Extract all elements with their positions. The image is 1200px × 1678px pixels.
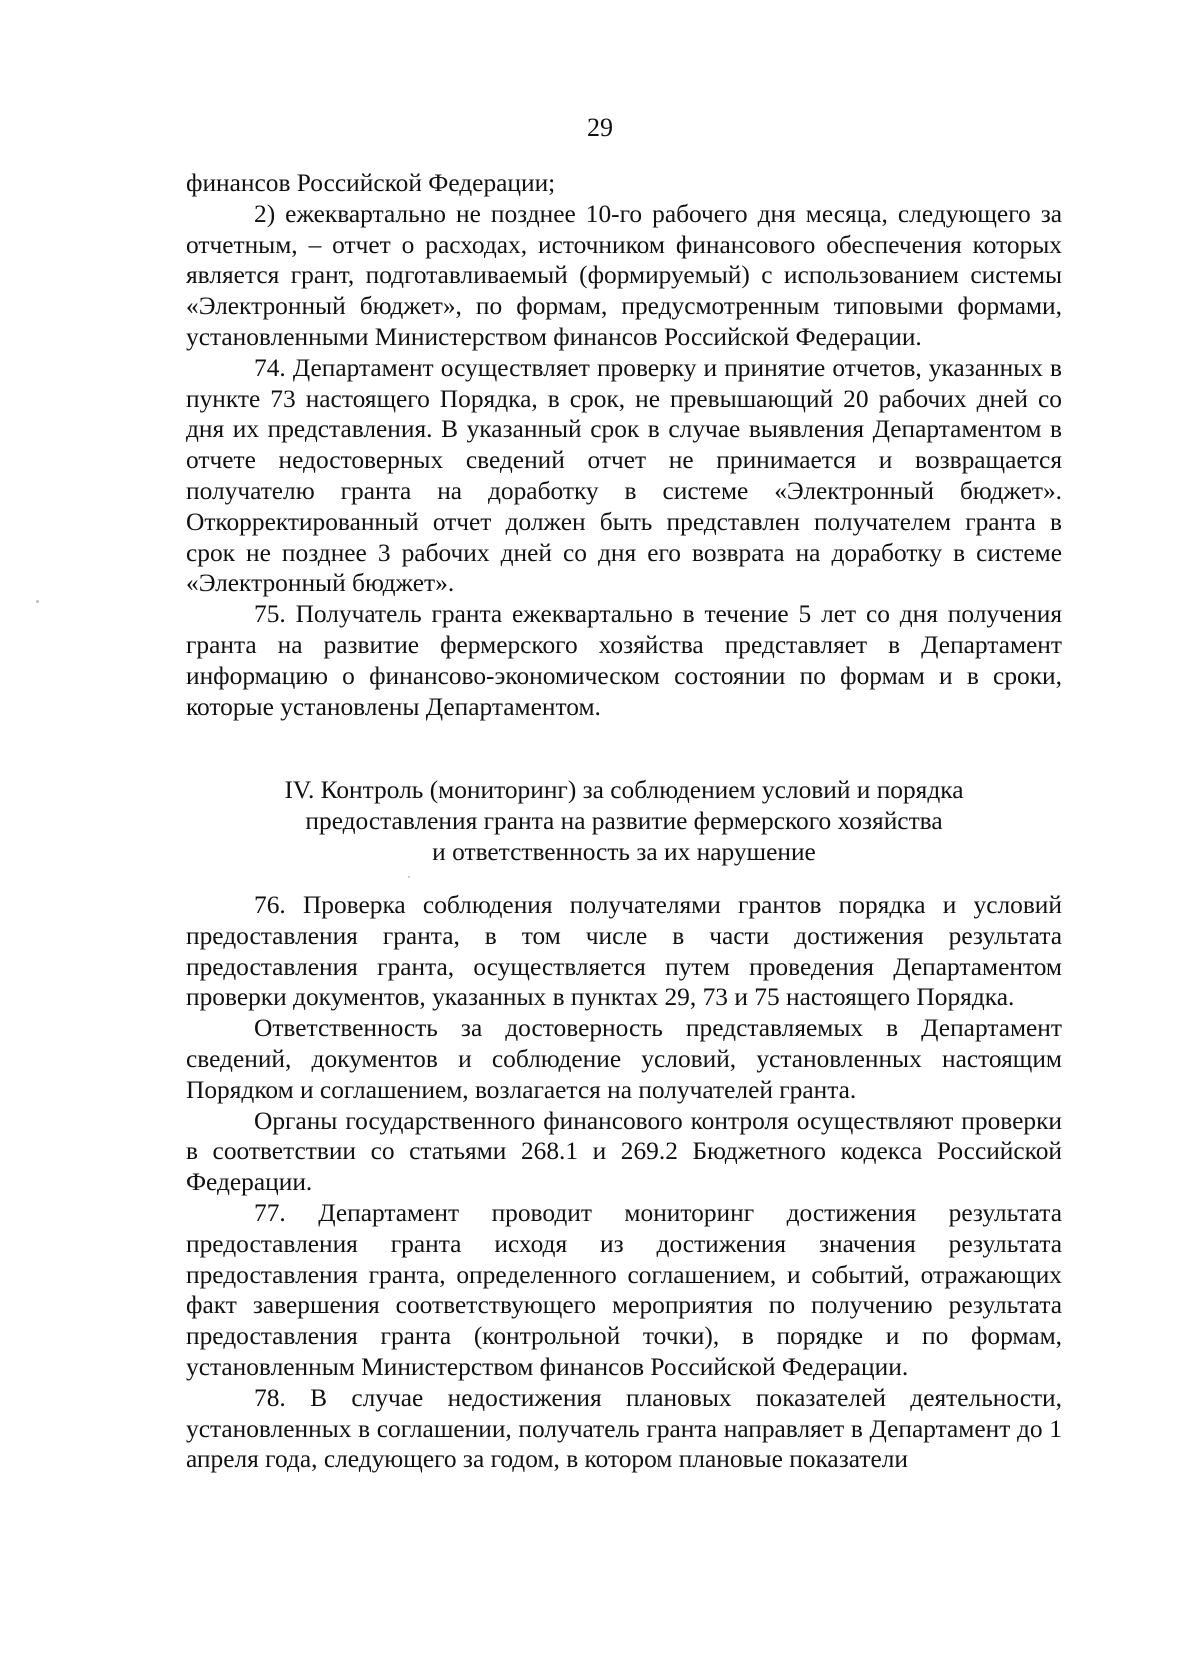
section-heading-line-3: и ответственность за их нарушение <box>432 837 816 866</box>
body-text-before-heading <box>186 168 1062 722</box>
paragraph-item-2: 2) ежеквартально не позднее 10-го рабочего дня месяца, следующего за отчетным, – отчет о расходах, источником финансового обеспечения которых является грант, подготавливаемый (формируемый) с использованием системы «Электронный бюджет», по формам, предусмотренным типовыми формами, установленными Министерством финансов Российской Федерации. <box>186 199 1062 351</box>
page-number: 29 <box>587 113 613 142</box>
paragraph-continuation: финансов Российской Федерации; <box>186 169 556 197</box>
paragraph-77: 77. Департамент проводит мониторинг достижения результата предоставления гранта исходя из достижения значения результата предоставления гранта, определенного соглашением, и событий, отражающих факт завершения соответствующего мероприятия по получению результата предоставления гранта (контрольной точки), в порядке и по формам, установленным Министерством финансов Российской Федерации. <box>186 1198 1062 1381</box>
paragraph-75: 75. Получатель гранта ежеквартально в течение 5 лет со дня получения гранта на развитие фермерского хозяйства представляет в Департамент информацию о финансово-экономическом состоянии по формам и в сроки, которые установлены Департаментом. <box>186 600 1062 721</box>
body-text-after-heading <box>186 890 1062 1475</box>
section-heading <box>186 775 1062 867</box>
paragraph-76: 76. Проверка соблюдения получателями грантов порядка и условий предоставления гранта, в том числе в части достижения результата предоставления гранта, осуществляется путем проведения Департаментом проверки документов, указанных в пунктах 29, 73 и 75 настоящего Порядка. <box>186 891 1062 1012</box>
section-heading-line-1: IV. Контроль (мониторинг) за соблюдением условий и порядка <box>284 776 964 804</box>
section-heading-line-2: предоставления гранта на развитие фермерского хозяйства <box>305 806 943 835</box>
paragraph-74: 74. Департамент осуществляет проверку и принятие отчетов, указанных в пункте 73 настоящего Порядка, в срок, не превышающий 20 рабочих дней со дня их представления. В указанный срок в случае выявления Департаментом в отчете недостоверных сведений отчет не принимается и возвращается получателю гранта на доработку в системе «Электронный бюджет». Откорректированный отчет должен быть представлен получателем гранта в срок не позднее 3 рабочих дней со дня его возврата на доработку в системе «Электронный бюджет». <box>186 353 1062 598</box>
scan-speck <box>36 600 39 603</box>
paragraph-responsibility: Ответственность за достоверность представляемых в Департамент сведений, документов и соблюдение условий, установленных настоящим Порядком и соглашением, возлагается на получателей гранта. <box>186 1014 1062 1104</box>
scan-speck <box>408 876 410 878</box>
paragraph-78: 78. В случае недостижения плановых показателей деятельности, установленных в соглашении, получатель гранта направляет в Департамент до 1 апреля года, следующего за годом, в котором плановые показатели <box>186 1383 1062 1474</box>
paragraph-control-bodies: Органы государственного финансового контроля осуществляют проверки в соответствии со статьями 268.1 и 269.2 Бюджетного кодекса Российской Федерации. <box>186 1106 1062 1197</box>
